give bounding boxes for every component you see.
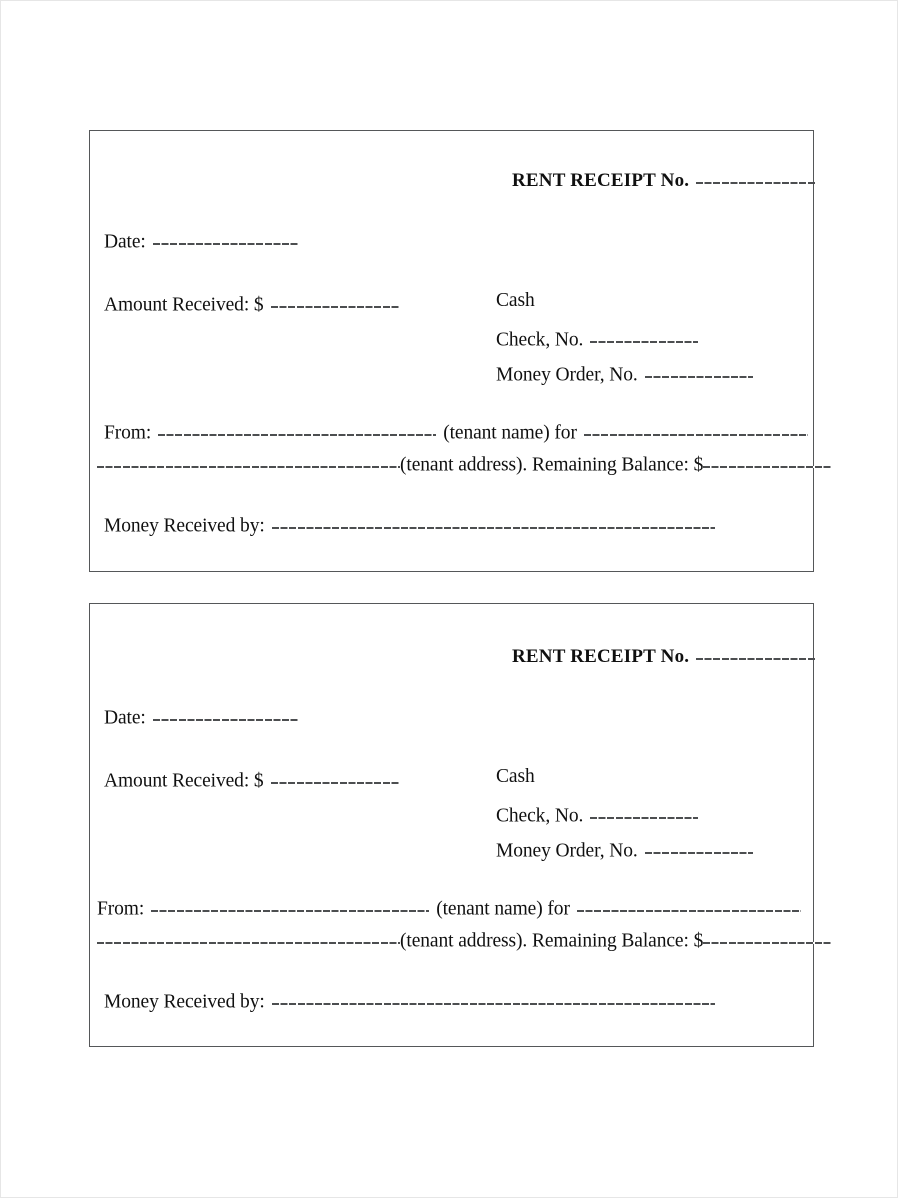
receipt-2-content: [90, 604, 813, 1046]
tenant-address-line-1: [97, 451, 831, 476]
money-order-option-2: [496, 837, 753, 862]
cash-label-1: Cash: [496, 290, 535, 311]
check-option-2: [496, 802, 698, 827]
from-line-2: [97, 895, 801, 920]
check-label-1: Check, No.: [496, 329, 584, 351]
check-label-2: Check, No.: [496, 805, 584, 827]
from-label-2: From:: [97, 898, 145, 920]
from-line-1: [104, 419, 808, 444]
receipt-title-2: [512, 643, 816, 667]
cash-option-1[interactable]: [496, 291, 535, 311]
rent-receipt-stub-1: [89, 130, 814, 572]
rent-receipt-stub-2: [89, 603, 814, 1047]
cash-option-2[interactable]: [496, 767, 535, 787]
remaining-balance-blank-2[interactable]: [703, 927, 831, 947]
rental-for-blank-2[interactable]: [577, 895, 801, 915]
receipt-1-content: [90, 131, 813, 571]
money-order-option-1: [496, 361, 753, 386]
money-order-label-2: Money Order, No.: [496, 840, 638, 862]
amount-received-blank-2[interactable]: [271, 767, 399, 787]
date-line-2: [104, 704, 299, 729]
money-order-number-blank-1[interactable]: [645, 361, 753, 381]
money-received-by-blank-1[interactable]: [272, 512, 715, 532]
tenant-name-blank-2[interactable]: [151, 895, 429, 915]
check-option-1: [496, 326, 698, 351]
receipt-number-blank-1[interactable]: [696, 167, 816, 186]
money-order-label-1: Money Order, No.: [496, 364, 638, 386]
tenant-address-blank-1[interactable]: [97, 451, 400, 471]
receipt-title-1: [512, 167, 816, 191]
date-blank-1[interactable]: [153, 228, 299, 248]
tenant-name-caption-1: (tenant name) for: [443, 422, 577, 444]
money-received-by-line-1: [104, 512, 715, 537]
check-number-blank-2[interactable]: [590, 802, 698, 822]
money-received-by-label-2: Money Received by:: [104, 991, 265, 1013]
tenant-address-blank-2[interactable]: [97, 927, 400, 947]
amount-received-line-2: [104, 767, 399, 792]
tenant-name-caption-2: (tenant name) for: [436, 898, 570, 920]
tenant-address-caption-2: (tenant address). Remaining Balance: $: [400, 930, 704, 952]
date-line-1: [104, 228, 299, 253]
amount-received-label-2: Amount Received: $: [104, 770, 264, 792]
money-received-by-line-2: [104, 988, 715, 1013]
amount-received-line-1: [104, 291, 399, 316]
tenant-address-caption-1: (tenant address). Remaining Balance: $: [400, 454, 704, 476]
cash-label-2: Cash: [496, 766, 535, 787]
receipt-title-text-2: RENT RECEIPT No.: [512, 646, 690, 667]
receipt-title-text-1: RENT RECEIPT No.: [512, 170, 690, 191]
amount-received-blank-1[interactable]: [271, 291, 399, 311]
date-blank-2[interactable]: [153, 704, 299, 724]
rental-for-blank-1[interactable]: [584, 419, 808, 439]
check-number-blank-1[interactable]: [590, 326, 698, 346]
tenant-name-blank-1[interactable]: [158, 419, 436, 439]
amount-received-label-1: Amount Received: $: [104, 294, 264, 316]
money-received-by-blank-2[interactable]: [272, 988, 715, 1008]
remaining-balance-blank-1[interactable]: [703, 451, 831, 471]
money-order-number-blank-2[interactable]: [645, 837, 753, 857]
date-label-2: Date:: [104, 707, 146, 729]
date-label-1: Date:: [104, 231, 146, 253]
money-received-by-label-1: Money Received by:: [104, 515, 265, 537]
from-label-1: From:: [104, 422, 152, 444]
tenant-address-line-2: [97, 927, 831, 952]
receipt-number-blank-2[interactable]: [696, 643, 816, 662]
